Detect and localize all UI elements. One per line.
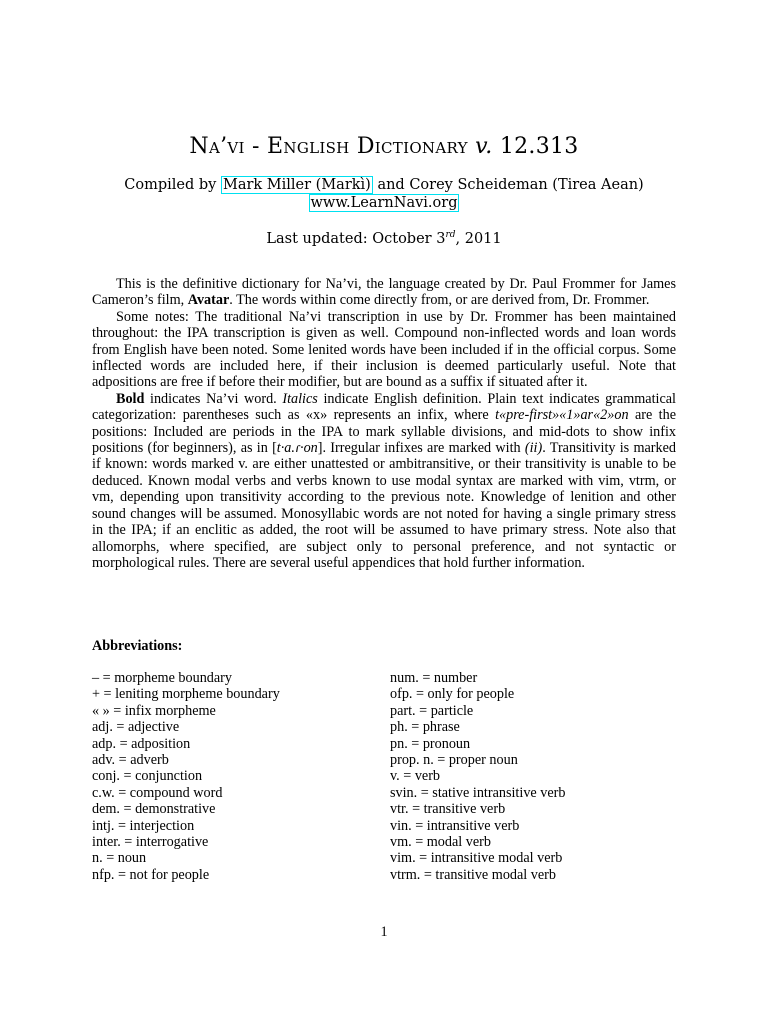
intro-paragraph-1: [92, 276, 676, 309]
p3-text-b: indicate English definition. Plain text indicates grammatical categorization: parentheses such as «x» represents an infix, where: [92, 390, 676, 424]
p3-italics: Italics: [282, 390, 318, 407]
abbr-item: + = leniting morpheme boundary: [92, 686, 280, 703]
p3-text-d: ]. Irregular infixes are marked with: [317, 440, 525, 457]
abbreviations-heading: Abbreviations:: [92, 638, 183, 654]
website-link[interactable]: www.LearnNavi.org: [310, 195, 458, 211]
updated-sup: rd: [445, 230, 456, 240]
intro-paragraph-3: [92, 391, 676, 571]
abbr-item: vim. = intransitive modal verb: [390, 850, 563, 867]
title-main: Na’vi - English Dictionary: [189, 134, 476, 159]
coauthor-text: and Corey Scheideman (Tirea Aean): [372, 177, 644, 193]
authors-block: [0, 176, 768, 212]
abbr-item: nfp. = not for people: [92, 866, 210, 883]
abbr-item: n. = noun: [92, 850, 147, 867]
p3-ipa: t·a.ɾ·on: [276, 440, 318, 457]
abbr-item: pn. = pronoun: [390, 735, 471, 752]
intro-paragraph-2: Some notes: The traditional Na’vi transcription in use by Dr. Frommer has been maintained throughout: the IPA transcription is given as well. Compound non-inflected words and loan words from English have been noted. Some lenited words have been included if in the official corpus. Some inflected words are included here, if their inclusion is deemed particularly useful. Note that adpositions are free if before their modifier, but are bound as a suffix if situated after it.: [92, 308, 676, 391]
abbreviations-left-column: [92, 670, 280, 883]
abbr-item: adp. = adposition: [92, 735, 191, 752]
p3-text-a: indicates Na’vi word.: [144, 390, 283, 407]
p1-text-a: This is the definitive dictionary for Na’vi, the language created by Dr. Paul Frommer for James Cameron’s film,: [92, 276, 676, 309]
abbr-item: inter. = interrogative: [92, 834, 209, 851]
abbr-item: num. = number: [390, 670, 478, 686]
p3-ii: (ii): [524, 440, 543, 457]
abbreviations-right-column: [390, 670, 565, 883]
title-version-label: v.: [475, 134, 493, 159]
page-title: [0, 133, 768, 161]
abbr-item: adj. = adjective: [92, 719, 180, 736]
abbr-item: vm. = modal verb: [390, 834, 491, 851]
abbr-item: prop. n. = proper noun: [390, 752, 518, 769]
abbr-item: c.w. = compound word: [92, 784, 223, 801]
abbr-item: – = morpheme boundary: [92, 670, 232, 686]
compiled-by-label: Compiled by: [124, 177, 221, 193]
abbr-item: vtr. = transitive verb: [390, 801, 506, 818]
abbr-item: conj. = conjunction: [92, 768, 203, 785]
abbr-item: « » = infix morpheme: [92, 702, 216, 719]
abbr-item: part. = particle: [390, 702, 474, 719]
p3-example: t«pre-first»«1»ar«2»on: [495, 407, 629, 424]
p1-text-b: . The words within come directly from, or are derived from, Dr. Frommer.: [229, 292, 650, 309]
updated-suffix: , 2011: [455, 230, 502, 247]
p3-text-c: are the positions: Included are periods in the IPA to mark syllable divisions, and mid-dots to show infix positions (for beginners), as in [: [92, 407, 676, 457]
abbr-item: svin. = stative intransitive verb: [390, 784, 566, 801]
abbr-item: ph. = phrase: [390, 719, 460, 736]
intro-body: [92, 276, 676, 571]
page-number: 1: [380, 924, 388, 940]
abbr-item: vtrm. = transitive modal verb: [390, 866, 556, 883]
abbr-item: intj. = interjection: [92, 817, 195, 834]
abbr-item: adv. = adverb: [92, 752, 169, 769]
updated-prefix: Last updated: October 3: [266, 230, 446, 247]
p3-text-e: . Transitivity is marked if known: words marked v. are either unattested or ambitransitive, or their transitivity is unable to be deduced. Known modal verbs and verbs known to use modal syntax are marked with vim, vtrm, or vm, depending upon transitivity according to the previous note. Knowledge of lenition and other sound changes will be assumed. Monosyllabic words are not noted for having a single primary stress in the IPA; if an enclitic as added, the root will be assumed to have primary stress. Note also that allomorphs, where specified, are subject only to personal preference, and not syntactic or morphological rules. There are several useful appendices that hold further information.: [92, 440, 676, 571]
author-link[interactable]: Mark Miller (Markì): [222, 177, 371, 193]
abbr-item: v. = verb: [390, 768, 441, 785]
abbr-item: vin. = intransitive verb: [390, 817, 520, 834]
last-updated: [0, 226, 768, 248]
abbr-item: ofp. = only for people: [390, 686, 515, 703]
p3-bold: Bold: [116, 390, 145, 407]
title-version-number: 12.313: [492, 134, 579, 159]
abbr-item: dem. = demonstrative: [92, 801, 216, 818]
p1-bold: Avatar: [187, 292, 230, 309]
